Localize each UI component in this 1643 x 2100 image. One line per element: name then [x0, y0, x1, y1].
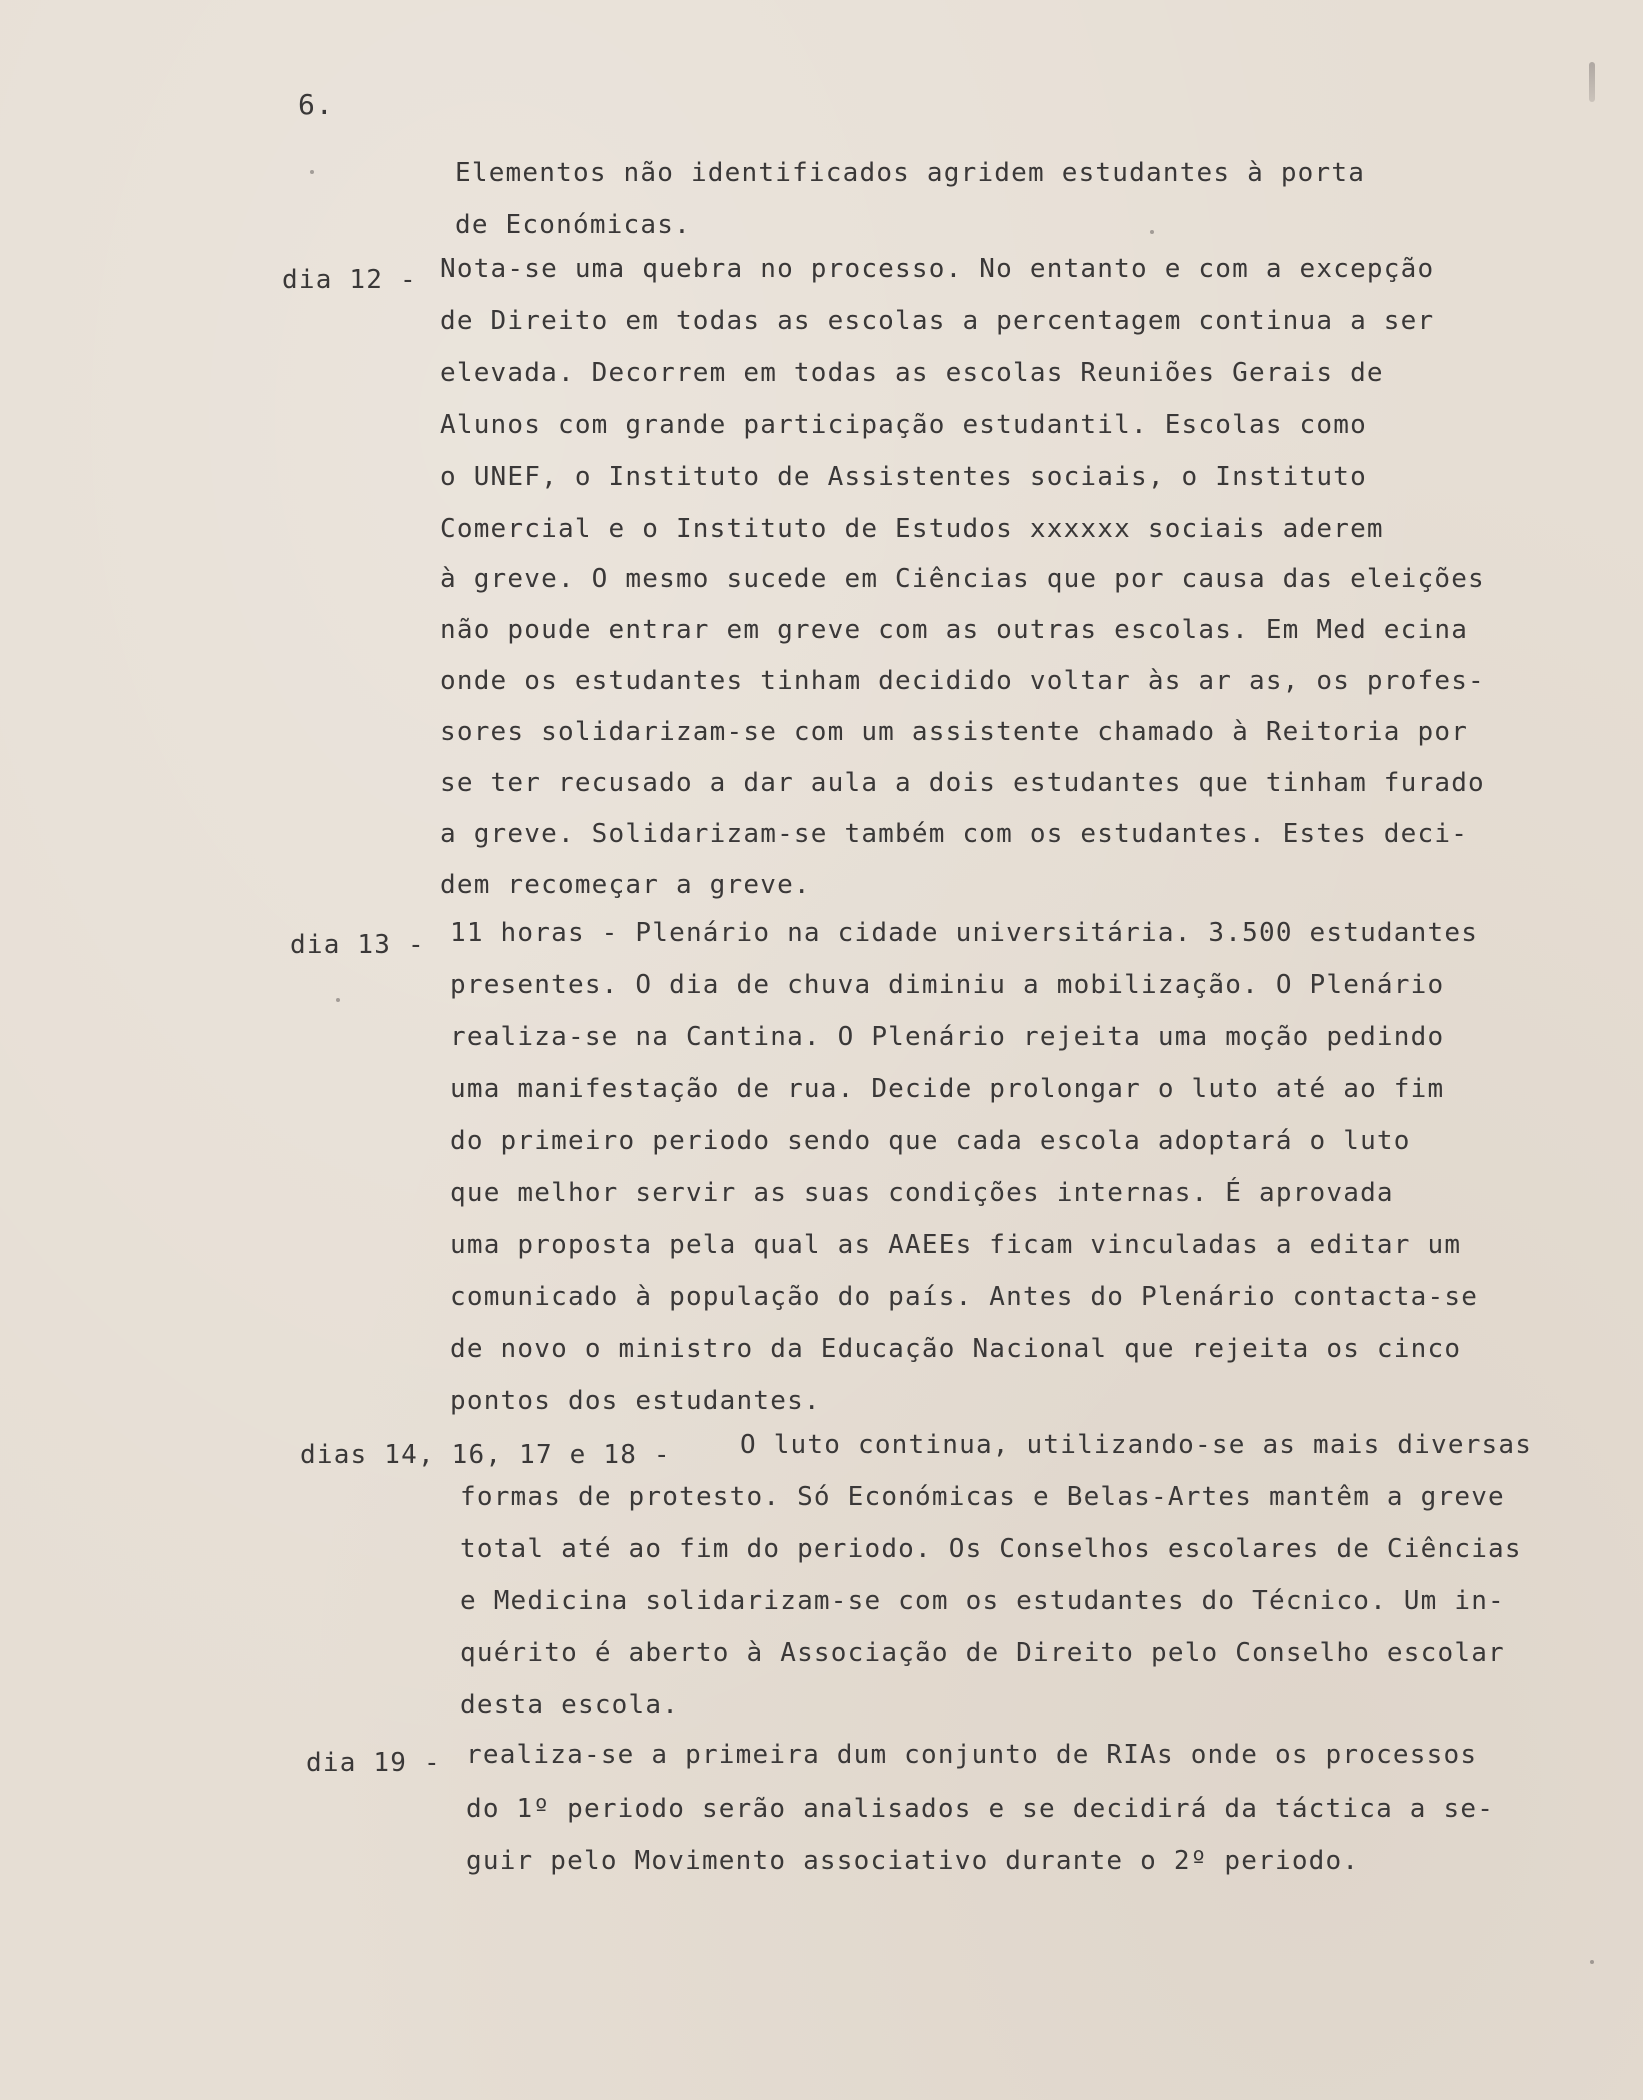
entry-day-label: dia 19 -: [306, 1748, 441, 1778]
entry-line: não poude entrar em greve com as outras escolas. Em Med ecina: [440, 615, 1469, 645]
entry-line: de novo o ministro da Educação Nacional que rejeita os cinco: [450, 1334, 1462, 1364]
entry-line: 11 horas - Plenário na cidade universitária. 3.500 estudantes: [450, 918, 1479, 948]
entry-line: de Direito em todas as escolas a percentagem continua a ser: [440, 306, 1435, 336]
entry-line: se ter recusado a dar aula a dois estudantes que tinham furado: [440, 768, 1485, 798]
page-number: 6.: [298, 88, 334, 121]
paper-speck: [336, 998, 340, 1002]
entry-line: uma manifestação de rua. Decide prolongar o luto até ao fim: [450, 1074, 1445, 1104]
entry-line: desta escola.: [460, 1690, 680, 1720]
entry-line: Alunos com grande participação estudantil. Escolas como: [440, 410, 1367, 440]
entry-line: realiza-se na Cantina. O Plenário rejeita uma moção pedindo: [450, 1022, 1445, 1052]
intro-line: de Económicas.: [455, 210, 691, 240]
entry-line: onde os estudantes tinham decidido voltar às ar as, os profes-: [440, 666, 1485, 696]
entry-line: Comercial e o Instituto de Estudos xxxxxx sociais aderem: [440, 514, 1384, 544]
entry-line: a greve. Solidarizam-se também com os estudantes. Estes deci-: [440, 819, 1469, 849]
entry-day-label: dias 14, 16, 17 e 18 -: [300, 1440, 671, 1470]
paper-speck: [1590, 1960, 1594, 1964]
entry-line: presentes. O dia de chuva diminiu a mobilização. O Plenário: [450, 970, 1445, 1000]
entry-line: guir pelo Movimento associativo durante o 2º periodo.: [466, 1846, 1360, 1876]
entry-line: sores solidarizam-se com um assistente chamado à Reitoria por: [440, 717, 1469, 747]
entry-line: uma proposta pela qual as AAEEs ficam vinculadas a editar um: [450, 1230, 1462, 1260]
entry-line: quérito é aberto à Associação de Direito pelo Conselho escolar: [460, 1638, 1505, 1668]
paper-speck: [310, 170, 314, 174]
entry-line: do 1º periodo serão analisados e se decidirá da táctica a se-: [466, 1794, 1495, 1824]
entry-line: e Medicina solidarizam-se com os estudantes do Técnico. Um in-: [460, 1586, 1505, 1616]
entry-day-label: dia 12 -: [282, 265, 417, 295]
entry-line: Nota-se uma quebra no processo. No entanto e com a excepção: [440, 254, 1435, 284]
entry-line: pontos dos estudantes.: [450, 1386, 821, 1416]
entry-line: realiza-se a primeira dum conjunto de RIAs onde os processos: [466, 1740, 1478, 1770]
entry-line: à greve. O mesmo sucede em Ciências que por causa das eleições: [440, 564, 1485, 594]
entry-day-label: dia 13 -: [290, 930, 425, 960]
entry-line: do primeiro periodo sendo que cada escola adoptará o luto: [450, 1126, 1411, 1156]
paper-edge-mark: [1589, 62, 1595, 102]
intro-line: Elementos não identificados agridem estudantes à porta: [455, 158, 1366, 188]
entry-line: total até ao fim do periodo. Os Conselhos escolares de Ciências: [460, 1534, 1522, 1564]
entry-line: formas de protesto. Só Económicas e Belas-Artes mantêm a greve: [460, 1482, 1505, 1512]
entry-line: que melhor servir as suas condições internas. É aprovada: [450, 1178, 1394, 1208]
entry-line: o UNEF, o Instituto de Assistentes sociais, o Instituto: [440, 462, 1367, 492]
entry-line: comunicado à população do país. Antes do Plenário contacta-se: [450, 1282, 1479, 1312]
paper-speck: [1150, 230, 1154, 234]
entry-line: elevada. Decorrem em todas as escolas Reuniões Gerais de: [440, 358, 1384, 388]
entry-line: dem recomeçar a greve.: [440, 870, 811, 900]
entry-line: O luto continua, utilizando-se as mais diversas: [740, 1430, 1533, 1460]
